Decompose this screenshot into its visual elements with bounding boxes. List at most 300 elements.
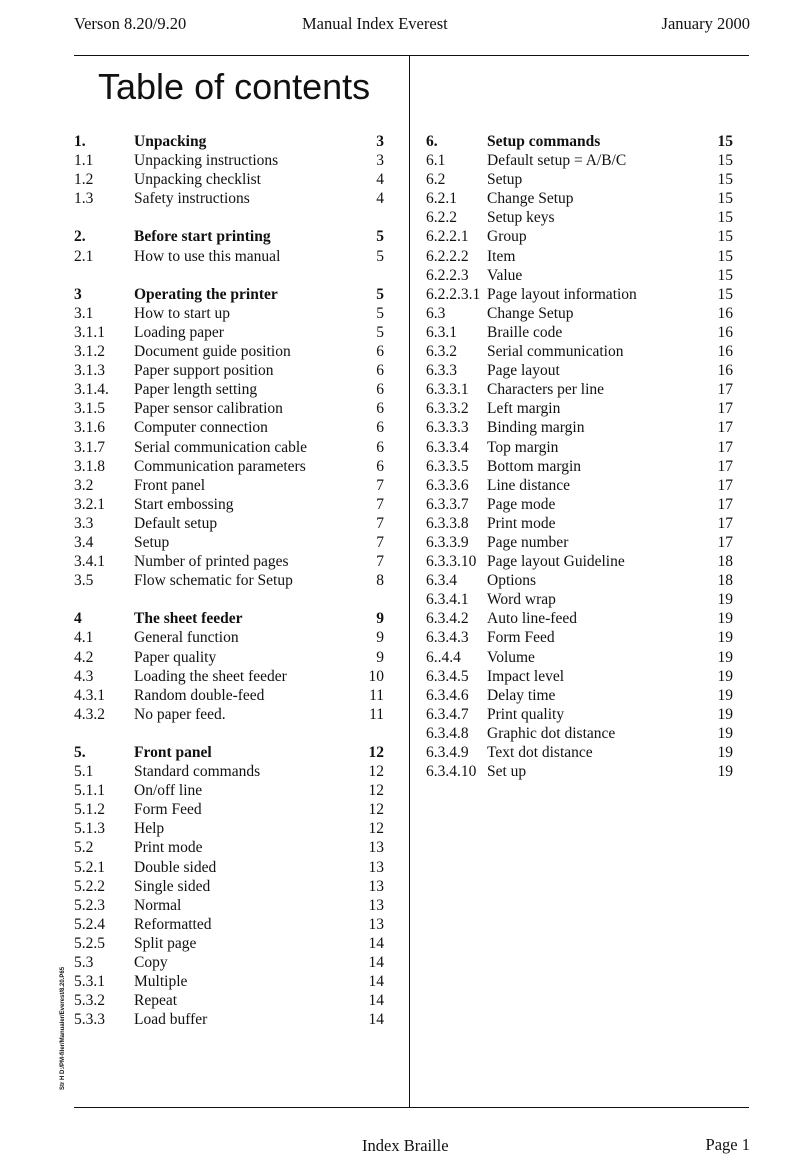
toc-page-number: 19: [717, 763, 733, 781]
toc-entry-row: [426, 590, 733, 609]
toc-section-title: Change Setup: [487, 190, 574, 208]
toc-entry-row: [426, 380, 733, 399]
toc-entry-row: [74, 323, 384, 342]
toc-page-number: 17: [717, 533, 733, 551]
toc-section-number: 6.3.4.6: [426, 686, 469, 704]
toc-entry-row: [74, 361, 384, 380]
toc-entry-row: [74, 514, 384, 533]
toc-page-number: 19: [717, 591, 733, 609]
toc-section-number: 6.2.2.3.1: [426, 285, 481, 303]
toc-section-title: Split page: [134, 934, 197, 952]
toc-page-number: 14: [368, 954, 384, 972]
toc-page-number: 7: [376, 514, 384, 532]
toc-page-number: 13: [368, 896, 384, 914]
toc-page-number: 19: [717, 724, 733, 742]
toc-section-title: Single sided: [134, 877, 211, 895]
toc-section-number: 3.1.7: [74, 438, 105, 456]
toc-section-number: 3.3: [74, 514, 94, 532]
toc-entry-row: [74, 953, 384, 972]
toc-entry-row: [426, 457, 733, 476]
toc-section-number: 6.2.2.1: [426, 228, 469, 246]
toc-page-number: 15: [717, 285, 733, 303]
toc-section-title: Help: [134, 820, 165, 838]
toc-left-column: [74, 132, 384, 1029]
toc-entry-row: [426, 648, 733, 667]
toc-section-title: Page mode: [487, 495, 556, 513]
toc-section-number: 6.2.2: [426, 209, 457, 227]
toc-page-number: 17: [717, 438, 733, 456]
toc-section-number: 3.1.5: [74, 400, 105, 418]
toc-entry-row: [74, 934, 384, 953]
toc-section-title: Page layout: [487, 362, 560, 380]
toc-section-title: Default setup: [134, 514, 218, 532]
toc-section-title: Page number: [487, 533, 569, 551]
toc-page-number: 17: [717, 476, 733, 494]
toc-section-title: Double sided: [134, 858, 217, 876]
toc-entry-row: [426, 533, 733, 552]
toc-section-title: The sheet feeder: [134, 610, 243, 628]
toc-page-number: 16: [717, 362, 733, 380]
toc-page-number: 19: [717, 744, 733, 761]
toc-section-title: Document guide position: [134, 343, 291, 361]
toc-entry-row: [74, 495, 384, 514]
toc-section-title: Page layout Guideline: [487, 553, 625, 571]
toc-entry-row: [426, 609, 733, 628]
toc-section-title: Text dot distance: [487, 744, 593, 761]
toc-section-title: Normal: [134, 896, 182, 914]
toc-entry-row: [426, 571, 733, 590]
toc-page-number: 12: [368, 744, 384, 761]
toc-entry-row: [74, 838, 384, 857]
toc-section-title: Random double-feed: [134, 686, 265, 704]
toc-section-number: 5.1.3: [74, 820, 105, 838]
toc-entry-row: [426, 724, 733, 743]
toc-section-title: Binding margin: [487, 419, 585, 437]
toc-section-number: 4.3.2: [74, 705, 105, 723]
toc-entry-row: [426, 285, 733, 304]
toc-page-number: 6: [376, 419, 384, 437]
toc-entry-row: [74, 686, 384, 705]
toc-page-number: 13: [368, 858, 384, 876]
toc-section-title: Left margin: [487, 400, 561, 418]
toc-entry-row: [426, 495, 733, 514]
toc-entry-row: [426, 323, 733, 342]
toc-section-number: 6.3.4.9: [426, 744, 469, 761]
toc-page-number: 15: [717, 152, 733, 170]
toc-page-number: 13: [368, 839, 384, 857]
toc-section-number: 5.2.3: [74, 896, 105, 914]
toc-page-number: 12: [368, 801, 384, 819]
toc-page-number: 19: [717, 686, 733, 704]
toc-page-number: 19: [717, 667, 733, 685]
toc-entry-row: [74, 552, 384, 571]
toc-section-number: 6.3.4.8: [426, 724, 469, 742]
toc-section-number: 3.5: [74, 572, 94, 590]
toc-page-number: 19: [717, 648, 733, 666]
toc-entry-row: [74, 418, 384, 437]
toc-section-title: Default setup = A/B/C: [487, 152, 627, 170]
toc-entry-row: [74, 819, 384, 838]
toc-section-title: Top margin: [487, 438, 559, 456]
toc-entry-row: [74, 342, 384, 361]
toc-page-number: 6: [376, 400, 384, 418]
toc-page-number: 15: [717, 190, 733, 208]
toc-section-title: Paper support position: [134, 362, 274, 380]
toc-entry-row: [74, 896, 384, 915]
toc-section-title: Unpacking: [134, 133, 207, 150]
toc-section-number: 3.1: [74, 304, 94, 322]
toc-page-number: 7: [376, 533, 384, 551]
toc-section-title: Repeat: [134, 992, 178, 1010]
toc-page-number: 11: [369, 686, 384, 704]
toc-entry-row: [426, 227, 733, 246]
toc-page-number: 9: [376, 629, 384, 647]
toc-section-title: Paper sensor calibration: [134, 400, 283, 418]
toc-page-number: 16: [717, 323, 733, 341]
toc-page-number: 4: [376, 190, 384, 208]
toc-page-number: 9: [376, 648, 384, 666]
toc-page-number: 7: [376, 476, 384, 494]
toc-section-number: 3.1.1: [74, 323, 105, 341]
toc-entry-row: [426, 514, 733, 533]
toc-entry-row: [426, 743, 733, 762]
toc-section-title: Line distance: [487, 476, 571, 494]
toc-section-number: 5.3.3: [74, 1011, 105, 1029]
toc-entry-row: [426, 399, 733, 418]
toc-entry-row: [426, 361, 733, 380]
toc-page-number: 6: [376, 362, 384, 380]
toc-section-title: Print quality: [487, 705, 565, 723]
toc-section-title: Reformatted: [134, 915, 212, 933]
toc-page-number: 9: [376, 610, 384, 628]
toc-page-number: 12: [368, 820, 384, 838]
toc-section-title: Loading the sheet feeder: [134, 667, 287, 685]
toc-entry-row: [426, 418, 733, 437]
toc-page-number: 17: [717, 495, 733, 513]
toc-section-title: Volume: [487, 648, 535, 666]
toc-entry-row: [426, 189, 733, 208]
toc-entry-row: [74, 648, 384, 667]
toc-right-column: [426, 132, 733, 781]
toc-section-title: Impact level: [487, 667, 565, 685]
toc-section-title: No paper feed.: [134, 705, 226, 723]
toc-page-number: 19: [717, 610, 733, 628]
toc-chapter-row: [426, 132, 733, 151]
toc-entry-row: [74, 762, 384, 781]
toc-page-number: 17: [717, 400, 733, 418]
page-title: Table of contents: [98, 66, 371, 107]
toc-section-number: 6.2.1: [426, 190, 457, 208]
toc-page-number: 15: [717, 133, 733, 150]
toc-page-number: 13: [368, 877, 384, 895]
toc-section-number: 5.1.1: [74, 782, 105, 800]
toc-chapter-row: [74, 743, 384, 762]
toc-entry-row: [74, 438, 384, 457]
toc-page-number: 13: [368, 915, 384, 933]
toc-section-number: 6.3.4.5: [426, 667, 469, 685]
toc-section-title: Graphic dot distance: [487, 724, 616, 742]
toc-section-number: 5.2.2: [74, 877, 105, 895]
toc-section-title: Group: [487, 228, 527, 246]
toc-section-title: Word wrap: [487, 591, 556, 609]
toc-page-number: 17: [717, 514, 733, 532]
toc-page-number: 17: [717, 419, 733, 437]
toc-section-title: On/off line: [134, 782, 203, 800]
toc-entry-row: [74, 476, 384, 495]
toc-section-title: Computer connection: [134, 419, 268, 437]
toc-section-title: Front panel: [134, 476, 206, 494]
toc-page-number: 19: [717, 629, 733, 647]
toc-entry-row: [74, 915, 384, 934]
toc-page-number: 6: [376, 438, 384, 456]
toc-page-number: 15: [717, 266, 733, 284]
toc-page-number: 15: [717, 209, 733, 227]
toc-page-number: 12: [368, 782, 384, 800]
toc-page-number: 16: [717, 343, 733, 361]
header-date: January 2000: [661, 14, 750, 33]
toc-section-number: 5.: [74, 744, 86, 761]
toc-section-number: 5.2.4: [74, 915, 105, 933]
toc-page-number: 4: [376, 171, 384, 189]
toc-entry-row: [426, 266, 733, 285]
toc-page-number: 14: [368, 1011, 384, 1029]
toc-page-number: 5: [376, 228, 384, 246]
toc-page-number: 14: [368, 992, 384, 1010]
toc-section-number: 6.3.1: [426, 323, 457, 341]
toc-page-number: 12: [368, 763, 384, 781]
toc-section-number: 2.: [74, 228, 86, 246]
toc-section-number: 5.1.2: [74, 801, 105, 819]
toc-entry-row: [74, 170, 384, 189]
toc-page-number: 3: [376, 152, 384, 170]
toc-section-number: 6.3: [426, 304, 446, 322]
toc-section-number: 6.3.3.7: [426, 495, 469, 513]
header-version: Verson 8.20/9.20: [74, 14, 187, 33]
toc-entry-row: [74, 304, 384, 323]
toc-section-number: 6.3.4.7: [426, 705, 469, 723]
toc-section-number: 6.3.3.4: [426, 438, 469, 456]
toc-entry-row: [74, 991, 384, 1010]
toc-entry-row: [426, 476, 733, 495]
toc-page-number: 5: [376, 323, 384, 341]
toc-section-title: Standard commands: [134, 763, 261, 781]
toc-section-number: 1.1: [74, 152, 94, 170]
toc-section-title: Characters per line: [487, 381, 605, 399]
toc-entry-row: [74, 781, 384, 800]
toc-entry-row: [74, 705, 384, 724]
toc-entry-row: [426, 208, 733, 227]
toc-entry-row: [426, 342, 733, 361]
toc-section-title: Unpacking instructions: [134, 152, 279, 170]
toc-entry-row: [74, 877, 384, 896]
toc-entry-row: [426, 552, 733, 571]
toc-entry-row: [74, 667, 384, 686]
toc-chapter-row: [74, 285, 384, 304]
toc-section-number: 5.3: [74, 954, 94, 972]
toc-section-number: 3.4: [74, 533, 94, 551]
toc-section-title: Bottom margin: [487, 457, 582, 475]
toc-section-title: How to use this manual: [134, 247, 281, 265]
side-file-path: Str H D:/PM-filer/Manualer/Everest/8.20.P65: [60, 966, 66, 1090]
toc-section-title: Print mode: [487, 514, 556, 532]
toc-section-title: Unpacking checklist: [134, 171, 261, 189]
toc-page-number: 5: [376, 285, 384, 303]
toc-page-number: 18: [717, 553, 733, 571]
toc-section-title: Operating the printer: [134, 285, 278, 303]
toc-page-number: 17: [717, 381, 733, 399]
toc-entry-row: [426, 762, 733, 781]
toc-section-title: Value: [487, 266, 523, 284]
toc-section-number: 6.3.4.3: [426, 629, 469, 647]
toc-section-title: Communication parameters: [134, 457, 306, 475]
toc-section-number: 6.: [426, 133, 438, 150]
toc-section-number: 4.2: [74, 648, 94, 666]
toc-section-number: 1.2: [74, 171, 94, 189]
toc-section-title: Paper quality: [134, 648, 217, 666]
top-rule: [74, 55, 749, 56]
footer-company: Index Braille: [362, 1136, 449, 1155]
toc-section-title: Set up: [487, 763, 527, 781]
toc-section-number: 4.1: [74, 629, 94, 647]
toc-section-number: 6.3.3.2: [426, 400, 469, 418]
toc-page-number: 7: [376, 495, 384, 513]
toc-section-number: 4.3.1: [74, 686, 105, 704]
toc-chapter-row: [74, 227, 384, 246]
toc-section-title: Setup: [134, 533, 170, 551]
toc-page-number: 15: [717, 171, 733, 189]
toc-page-number: 15: [717, 247, 733, 265]
toc-section-title: Setup: [487, 171, 523, 189]
toc-entry-row: [426, 628, 733, 647]
toc-section-number: 5.3.1: [74, 973, 105, 991]
toc-section-title: Copy: [134, 954, 168, 972]
toc-section-number: 6.3.3.3: [426, 419, 469, 437]
bottom-rule: [74, 1107, 749, 1108]
toc-section-number: 6.3.3.1: [426, 381, 469, 399]
toc-page-number: 6: [376, 457, 384, 475]
toc-entry-row: [426, 438, 733, 457]
toc-entry-row: [426, 170, 733, 189]
toc-section-title: Setup commands: [487, 133, 601, 150]
toc-entry-row: [74, 457, 384, 476]
toc-entry-row: [74, 972, 384, 991]
toc-section-title: Setup keys: [487, 209, 555, 227]
toc-section-title: Braille code: [487, 323, 563, 341]
toc-page-number: 5: [376, 304, 384, 322]
toc-section-number: 6.3.4: [426, 572, 457, 590]
toc-entry-row: [426, 667, 733, 686]
toc-section-title: Serial communication cable: [134, 438, 308, 456]
toc-page-number: 8: [376, 572, 384, 590]
column-divider: [409, 55, 410, 1108]
toc-section-number: 3.1.4.: [74, 381, 109, 399]
toc-section-title: Flow schematic for Setup: [134, 572, 293, 590]
toc-section-number: 5.2: [74, 839, 94, 857]
toc-page-number: 17: [717, 457, 733, 475]
toc-section-number: 6.3.3.5: [426, 457, 469, 475]
toc-chapter-row: [74, 609, 384, 628]
toc-entry-row: [74, 800, 384, 819]
toc-section-title: Start embossing: [134, 495, 234, 513]
toc-entry-row: [74, 399, 384, 418]
toc-page-number: 18: [717, 572, 733, 590]
toc-section-number: 3.2: [74, 476, 94, 494]
toc-section-number: 4.3: [74, 667, 94, 685]
toc-entry-row: [74, 628, 384, 647]
toc-entry-row: [74, 533, 384, 552]
toc-section-number: 3: [74, 285, 82, 303]
toc-page-number: 7: [376, 553, 384, 571]
toc-section-number: 5.3.2: [74, 992, 105, 1010]
toc-entry-row: [426, 686, 733, 705]
toc-page-number: 14: [368, 973, 384, 991]
toc-page-number: 5: [376, 247, 384, 265]
toc-section-number: 5.1: [74, 763, 94, 781]
toc-section-number: 5.2.5: [74, 934, 105, 952]
toc-section-number: 3.1.2: [74, 343, 105, 361]
toc-section-title: Auto line-feed: [487, 610, 577, 628]
toc-section-number: 6.3.4.2: [426, 610, 469, 628]
toc-section-number: 6.2.2.3: [426, 266, 469, 284]
toc-entry-row: [74, 858, 384, 877]
toc-section-number: 5.2.1: [74, 858, 105, 876]
toc-section-title: Multiple: [134, 973, 188, 991]
toc-section-title: Serial communication: [487, 343, 624, 361]
toc-chapter-row: [74, 132, 384, 151]
toc-page-number: 15: [717, 228, 733, 246]
toc-section-number: 6.3.4.1: [426, 591, 469, 609]
toc-section-title: General function: [134, 629, 239, 647]
toc-section-title: Form Feed: [487, 629, 555, 647]
toc-section-title: Front panel: [134, 744, 212, 761]
toc-page-number: 6: [376, 381, 384, 399]
toc-page-number: 16: [717, 304, 733, 322]
toc-section-number: 6.1: [426, 152, 446, 170]
toc-section-title: Page layout information: [487, 285, 637, 303]
toc-section-title: Before start printing: [134, 228, 271, 246]
toc-section-number: 6.3.3.6: [426, 476, 469, 494]
toc-entry-row: [74, 247, 384, 266]
toc-page-number: 19: [717, 705, 733, 723]
toc-section-title: Delay time: [487, 686, 556, 704]
toc-section-number: 4: [74, 610, 82, 628]
toc-page-number: 6: [376, 343, 384, 361]
toc-section-title: Paper length setting: [134, 381, 258, 399]
toc-section-number: 6.3.4.10: [426, 763, 477, 781]
toc-section-title: Form Feed: [134, 801, 202, 819]
toc-entry-row: [74, 1010, 384, 1029]
toc-page-number: 11: [369, 705, 384, 723]
toc-section-number: 3.1.8: [74, 457, 105, 475]
toc-section-title: Number of printed pages: [134, 553, 289, 571]
toc-section-title: How to start up: [134, 304, 231, 322]
toc-entry-row: [74, 380, 384, 399]
toc-section-title: Item: [487, 247, 516, 265]
toc-section-title: Options: [487, 572, 537, 590]
toc-section-number: 3.4.1: [74, 553, 105, 571]
toc-section-title: Safety instructions: [134, 190, 250, 208]
toc-section-title: Change Setup: [487, 304, 574, 322]
toc-section-number: 6.3.3.8: [426, 514, 469, 532]
toc-section-number: 3.2.1: [74, 495, 105, 513]
toc-entry-row: [426, 304, 733, 323]
toc-page-number: 10: [368, 667, 384, 685]
toc-section-number: 3.1.6: [74, 419, 105, 437]
toc-section-number: 6.2: [426, 171, 446, 189]
toc-section-number: 6.2.2.2: [426, 247, 469, 265]
toc-section-number: 6.3.3: [426, 362, 457, 380]
toc-section-number: 1.: [74, 133, 86, 150]
